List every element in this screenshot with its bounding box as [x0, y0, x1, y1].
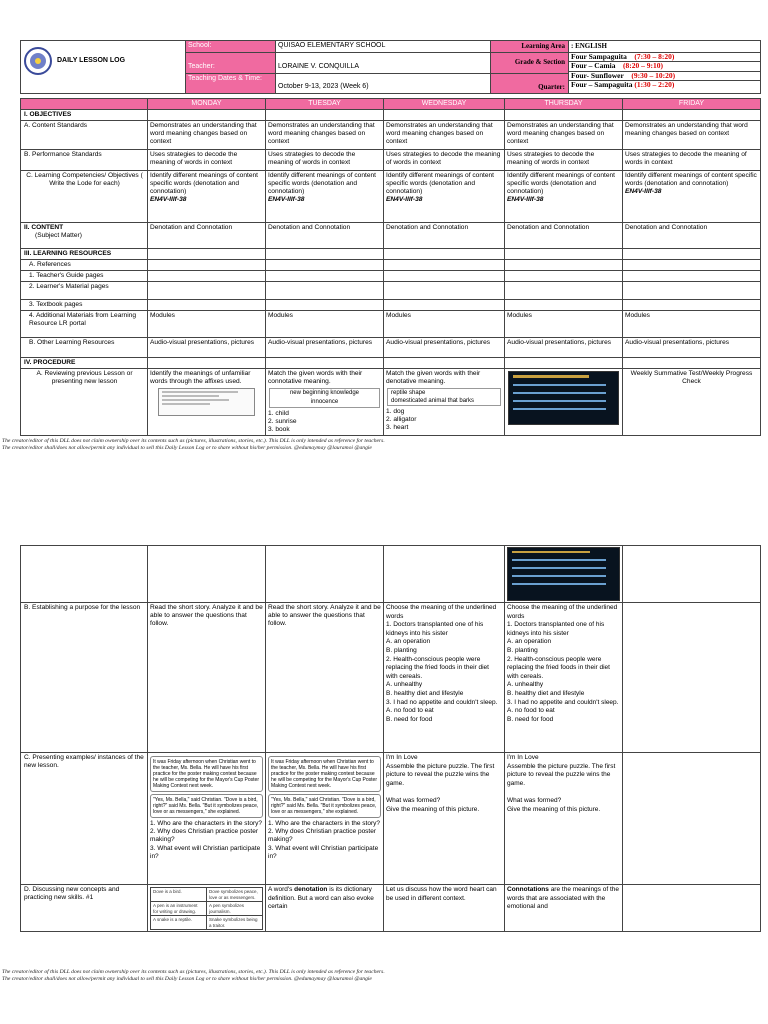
cell: Demonstrates an understanding that word meaning changes based on context [266, 120, 384, 149]
list-item: 1. child [268, 409, 289, 417]
row-label [21, 222, 148, 248]
cell [148, 170, 266, 222]
cell: Modules [623, 310, 761, 337]
other-resources-row [21, 337, 761, 357]
comp-text: Identify different meanings of content specific words (denotation and connotation) [507, 171, 616, 195]
learning-area-value: : ENGLISH [569, 41, 761, 53]
cell: I'm In Love Assemble the picture puzzle. The first picture to reveal the puzzle wins the game. What was formed? Give the meaning of this picture. [384, 753, 505, 885]
row-label: C. Presenting examples/ instances of the new lesson. [21, 753, 148, 885]
objectives-label: I. OBJECTIVES [21, 109, 148, 120]
cell: Modules [266, 310, 384, 337]
word-choice: domesticated animal that barks [391, 397, 475, 404]
cell [384, 170, 505, 222]
mini-cell: A snake is a reptile. [151, 916, 207, 930]
mini-cell: Dove symbolizes peace, love or as messengers. [207, 888, 263, 902]
story-excerpt: "Yes, Ms. Bella," said Christian. "Dove is a bird, right?" said Ms. Bella. "But it symbolizes peace, love or as messengers," she explained. [150, 794, 263, 818]
text-bold: Connotations [507, 886, 549, 893]
page-2 [0, 545, 768, 982]
cell: Demonstrates an understanding that word meaning changes based on context [505, 120, 623, 149]
affix-table-image [158, 388, 255, 416]
content-standards-row [21, 120, 761, 149]
vocabulary-image [508, 371, 619, 425]
word-choices: reptile shape [391, 389, 426, 396]
wed-a-text: Match the given words with their denotative meaning. [386, 369, 481, 385]
cell: Demonstrates an understanding that word meaning changes based on context [623, 120, 761, 149]
footer-note [2, 969, 385, 983]
cell: Denotation and Connotation [148, 222, 266, 248]
dates-value: October 9-13, 2023 (Week 6) [276, 73, 491, 93]
footer-line: The creator/editor shall/does not allow/permit any individual to sell this Daily Lesson Log or to share without his/her permission. @edumaymay @lauramoi @angie [2, 445, 372, 451]
cell: Modules [384, 310, 505, 337]
resources-label: III. LEARNING RESOURCES [21, 248, 148, 259]
footer-note [2, 438, 385, 452]
day-monday: MONDAY [148, 98, 266, 109]
questions: 1. Who are the characters in the story? 2. Why does Christian practice poster making? 3. What event will Christian participate in? [268, 820, 380, 860]
cell: Let us discuss how the word heart can be used in different context. [384, 885, 505, 932]
teacher-label: Teacher: [186, 52, 276, 73]
cell: Audio-visual presentations, pictures [384, 337, 505, 357]
day-thursday: THURSDAY [505, 98, 623, 109]
day-friday: FRIDAY [623, 98, 761, 109]
deped-seal-icon [23, 46, 53, 76]
section-time: (8:20 – 9:10) [622, 61, 663, 70]
cell: Modules [505, 310, 623, 337]
cell [266, 368, 384, 435]
logo-cell [21, 41, 186, 94]
row-label: 3. Textbook pages [21, 299, 148, 310]
comp-text: Identify different meanings of content specific words (denotation and connotation) [268, 171, 377, 195]
section-time: (9:30 – 10:20) [631, 70, 676, 80]
list-item: 2. alligator [386, 415, 417, 423]
cell: Audio-visual presentations, pictures [266, 337, 384, 357]
cell [266, 753, 384, 885]
section-time: (7:30 – 8:20) [634, 52, 675, 61]
cell: Demonstrates an understanding that word meaning changes based on context [384, 120, 505, 149]
word-box [387, 388, 501, 406]
discussing-row [21, 885, 761, 932]
story-excerpt: "Yes, Ms. Bella," said Christian. "Dove is a bird, right?" said Ms. Bella. "But it symbolizes peace, love or as messengers," she explained. [268, 794, 381, 818]
content-row [21, 222, 761, 248]
cell: Weekly Summative Test/Weekly Progress Check [623, 368, 761, 435]
mini-cell: A pen symbolizes journalism. [207, 902, 263, 916]
competencies-row [21, 170, 761, 222]
cell: Modules [148, 310, 266, 337]
text-bold: denotation [294, 886, 328, 893]
purpose-row [21, 603, 761, 753]
cell [266, 885, 384, 932]
row-label: C. Learning Competencies/ Objectives ( Write the Lode for each) [21, 170, 148, 222]
performance-standards-row [21, 149, 761, 170]
content-label: II. CONTENT [24, 223, 64, 231]
teacher-value: LORAINE V. CONQUILLA [276, 52, 491, 73]
story-excerpt: It was Friday afternoon when Christian went to the teacher, Ms. Bella. He will have his first practice for the poster making contest because he will be competing for the Mayor's Cup Poster Making Contest next week. [268, 756, 381, 792]
questions: 1. Who are the characters in the story? 2. Why does Christian practice poster making? 3. What event will Christian participate in? [150, 820, 262, 860]
cell: Audio-visual presentations, pictures [623, 337, 761, 357]
cell: Choose the meaning of the underlined words 1. Doctors transplanted one of his kidneys into his sister A. an operation B. planting 2. Health-conscious people were replacing the fried foods in their diet with cereals. A. unhealthy B. healthy diet and lifestyle 3. I had no appetite and couldn't sleep. A. no food to eat B. need for food [384, 603, 505, 753]
dates-label: Teaching Dates & Time: [186, 73, 276, 93]
comp-code: EN4V-IIIf-38 [386, 195, 423, 203]
section-name: Four – Camia [571, 61, 616, 70]
cell: Read the short story. Analyze it and be able to answer the questions that follow. [148, 603, 266, 753]
mini-cell: A pen is an instrument for writing or drawing. [151, 902, 207, 916]
cell [148, 368, 266, 435]
grade-section-label: Grade & Section [491, 52, 569, 73]
row-label: 2. Learner's Material pages [21, 281, 148, 299]
row-label: A. References [21, 259, 148, 270]
learning-area-label: Learning Area [491, 41, 569, 53]
comp-code: EN4V-IIIf-38 [625, 187, 662, 195]
cell: Denotation and Connotation [505, 222, 623, 248]
story-excerpt: It was Friday afternoon when Christian went to the teacher, Ms. Bella. He will have his first practice for the poster making contest because he will be competing for the Mayor's Cup Poster Making Contest next week. [150, 756, 263, 792]
presenting-row [21, 753, 761, 885]
quarter-label: Quarter: [491, 73, 569, 93]
days-header-row [21, 98, 761, 109]
vocabulary-image [507, 547, 620, 601]
cell: Demonstrates an understanding that word meaning changes based on context [148, 120, 266, 149]
row-label: B. Other Learning Resources [21, 337, 148, 357]
section-time: (1:30 – 2:20) [634, 80, 675, 89]
log-title: DAILY LESSON LOG [57, 56, 126, 64]
cell [384, 368, 505, 435]
continued-row [21, 546, 761, 603]
section-name: Four Sampaguita [571, 52, 627, 61]
row-label: B. Performance Standards [21, 149, 148, 170]
procedure-label: IV. PROCEDURE [21, 357, 148, 368]
mini-table [150, 887, 263, 930]
cell: Uses strategies to decode the meaning of words in context [148, 149, 266, 170]
cell [623, 170, 761, 222]
content-sub: (Subject Matter) [35, 231, 82, 239]
cell [266, 170, 384, 222]
mini-cell: Dove is a bird. [151, 888, 207, 902]
mon-a-text: Identify the meanings of unfamiliar words through the affixes used. [150, 369, 251, 385]
cell: Audio-visual presentations, pictures [505, 337, 623, 357]
header-table [20, 40, 761, 94]
cell: Denotation and Connotation [266, 222, 384, 248]
cell: Uses strategies to decode the meaning of words in context [623, 149, 761, 170]
cell [505, 546, 623, 603]
cell [505, 885, 623, 932]
section-name: Four- Sunflower [571, 70, 624, 80]
cell: I'm In Love Assemble the picture puzzle. The first picture to reveal the puzzle wins the game. What was formed? Give the meaning of this picture. [505, 753, 623, 885]
word-choice: innocence [310, 398, 339, 405]
modules-row [21, 310, 761, 337]
list-item: 2. sunrise [268, 417, 297, 425]
cell [505, 170, 623, 222]
row-label: 4. Additional Materials from Learning Resource LR portal [21, 310, 148, 337]
school-value: QUISAO ELEMENTARY SCHOOL [276, 41, 491, 53]
lesson-table-2 [20, 545, 761, 932]
lesson-table-1 [20, 98, 761, 436]
tue-a-text: Match the given words with their connotative meaning. [268, 369, 363, 385]
review-row [21, 368, 761, 435]
comp-text: Identify different meanings of content specific words (denotation and connotation) [625, 171, 757, 187]
cell [148, 753, 266, 885]
cell: Denotation and Connotation [623, 222, 761, 248]
list-item: 3. heart [386, 423, 409, 431]
comp-code: EN4V-IIIf-38 [268, 195, 305, 203]
mini-cell: Snake symbolizes being a traitor. [207, 916, 263, 930]
cell [505, 368, 623, 435]
word-choices: new beginning knowledge [289, 389, 360, 396]
corner-cell [21, 98, 148, 109]
day-tuesday: TUESDAY [266, 98, 384, 109]
footer-line: The creator/editor of this DLL does not claim ownership over its contents such as (pictures, illustrations, stories, etc.). This DLL is only intended as reference for teachers. [2, 969, 385, 975]
word-box [269, 388, 380, 408]
cell: Uses strategies to decode the meaning of words in context [505, 149, 623, 170]
section-name: Four – Sampaguita [571, 80, 633, 89]
cell: Uses strategies to decode the meaning of words in context [266, 149, 384, 170]
comp-code: EN4V-IIIf-38 [507, 195, 544, 203]
sections-cell [569, 52, 761, 93]
row-label: 1. Teacher's Guide pages [21, 270, 148, 281]
comp-text: Identify different meanings of content specific words (denotation and connotation) [386, 171, 495, 195]
comp-text: Identify different meanings of content specific words (denotation and connotation) [150, 171, 259, 195]
text: A word's [268, 886, 295, 893]
row-label: B. Establishing a purpose for the lesson [21, 603, 148, 753]
footer-line: The creator/editor of this DLL does not claim ownership over its contents such as (pictures, illustrations, stories, etc.). This DLL is only intended as reference for teachers. [2, 438, 385, 444]
page-1 [0, 40, 768, 451]
list-item: 1. dog [386, 407, 405, 415]
footer-line: The creator/editor shall/does not allow/permit any individual to sell this Daily Lesson Log or to share without his/her permission. @edumaymay @lauramoi @angie [2, 976, 372, 982]
row-label: A. Reviewing previous Lesson or presenting new lesson [21, 368, 148, 435]
comp-code: EN4V-IIIf-38 [150, 195, 187, 203]
cell: Denotation and Connotation [384, 222, 505, 248]
day-wednesday: WEDNESDAY [384, 98, 505, 109]
row-label: D. Discussing new concepts and practicing new skills. #1 [21, 885, 148, 932]
list-item: 3. book [268, 425, 290, 433]
cell: Uses strategies to decode the meaning of words in context [384, 149, 505, 170]
cell [148, 885, 266, 932]
school-label: School: [186, 41, 276, 53]
cell: Read the short story. Analyze it and be able to answer the questions that follow. [266, 603, 384, 753]
text: is its dictionary definition. But a word can also evoke certain [268, 886, 374, 911]
cell: Choose the meaning of the underlined words 1. Doctors transplanted one of his kidneys into his sister A. an operation B. planting 2. Health-conscious people were replacing the fried foods in their diet with cereals. A. unhealthy B. healthy diet and lifestyle 3. I had no appetite and couldn't sleep. A. no food to eat B. need for food [505, 603, 623, 753]
text: are the meanings of the words that are associated with the emotional and [507, 886, 619, 911]
cell: Audio-visual presentations, pictures [148, 337, 266, 357]
row-label: A. Content Standards [21, 120, 148, 149]
